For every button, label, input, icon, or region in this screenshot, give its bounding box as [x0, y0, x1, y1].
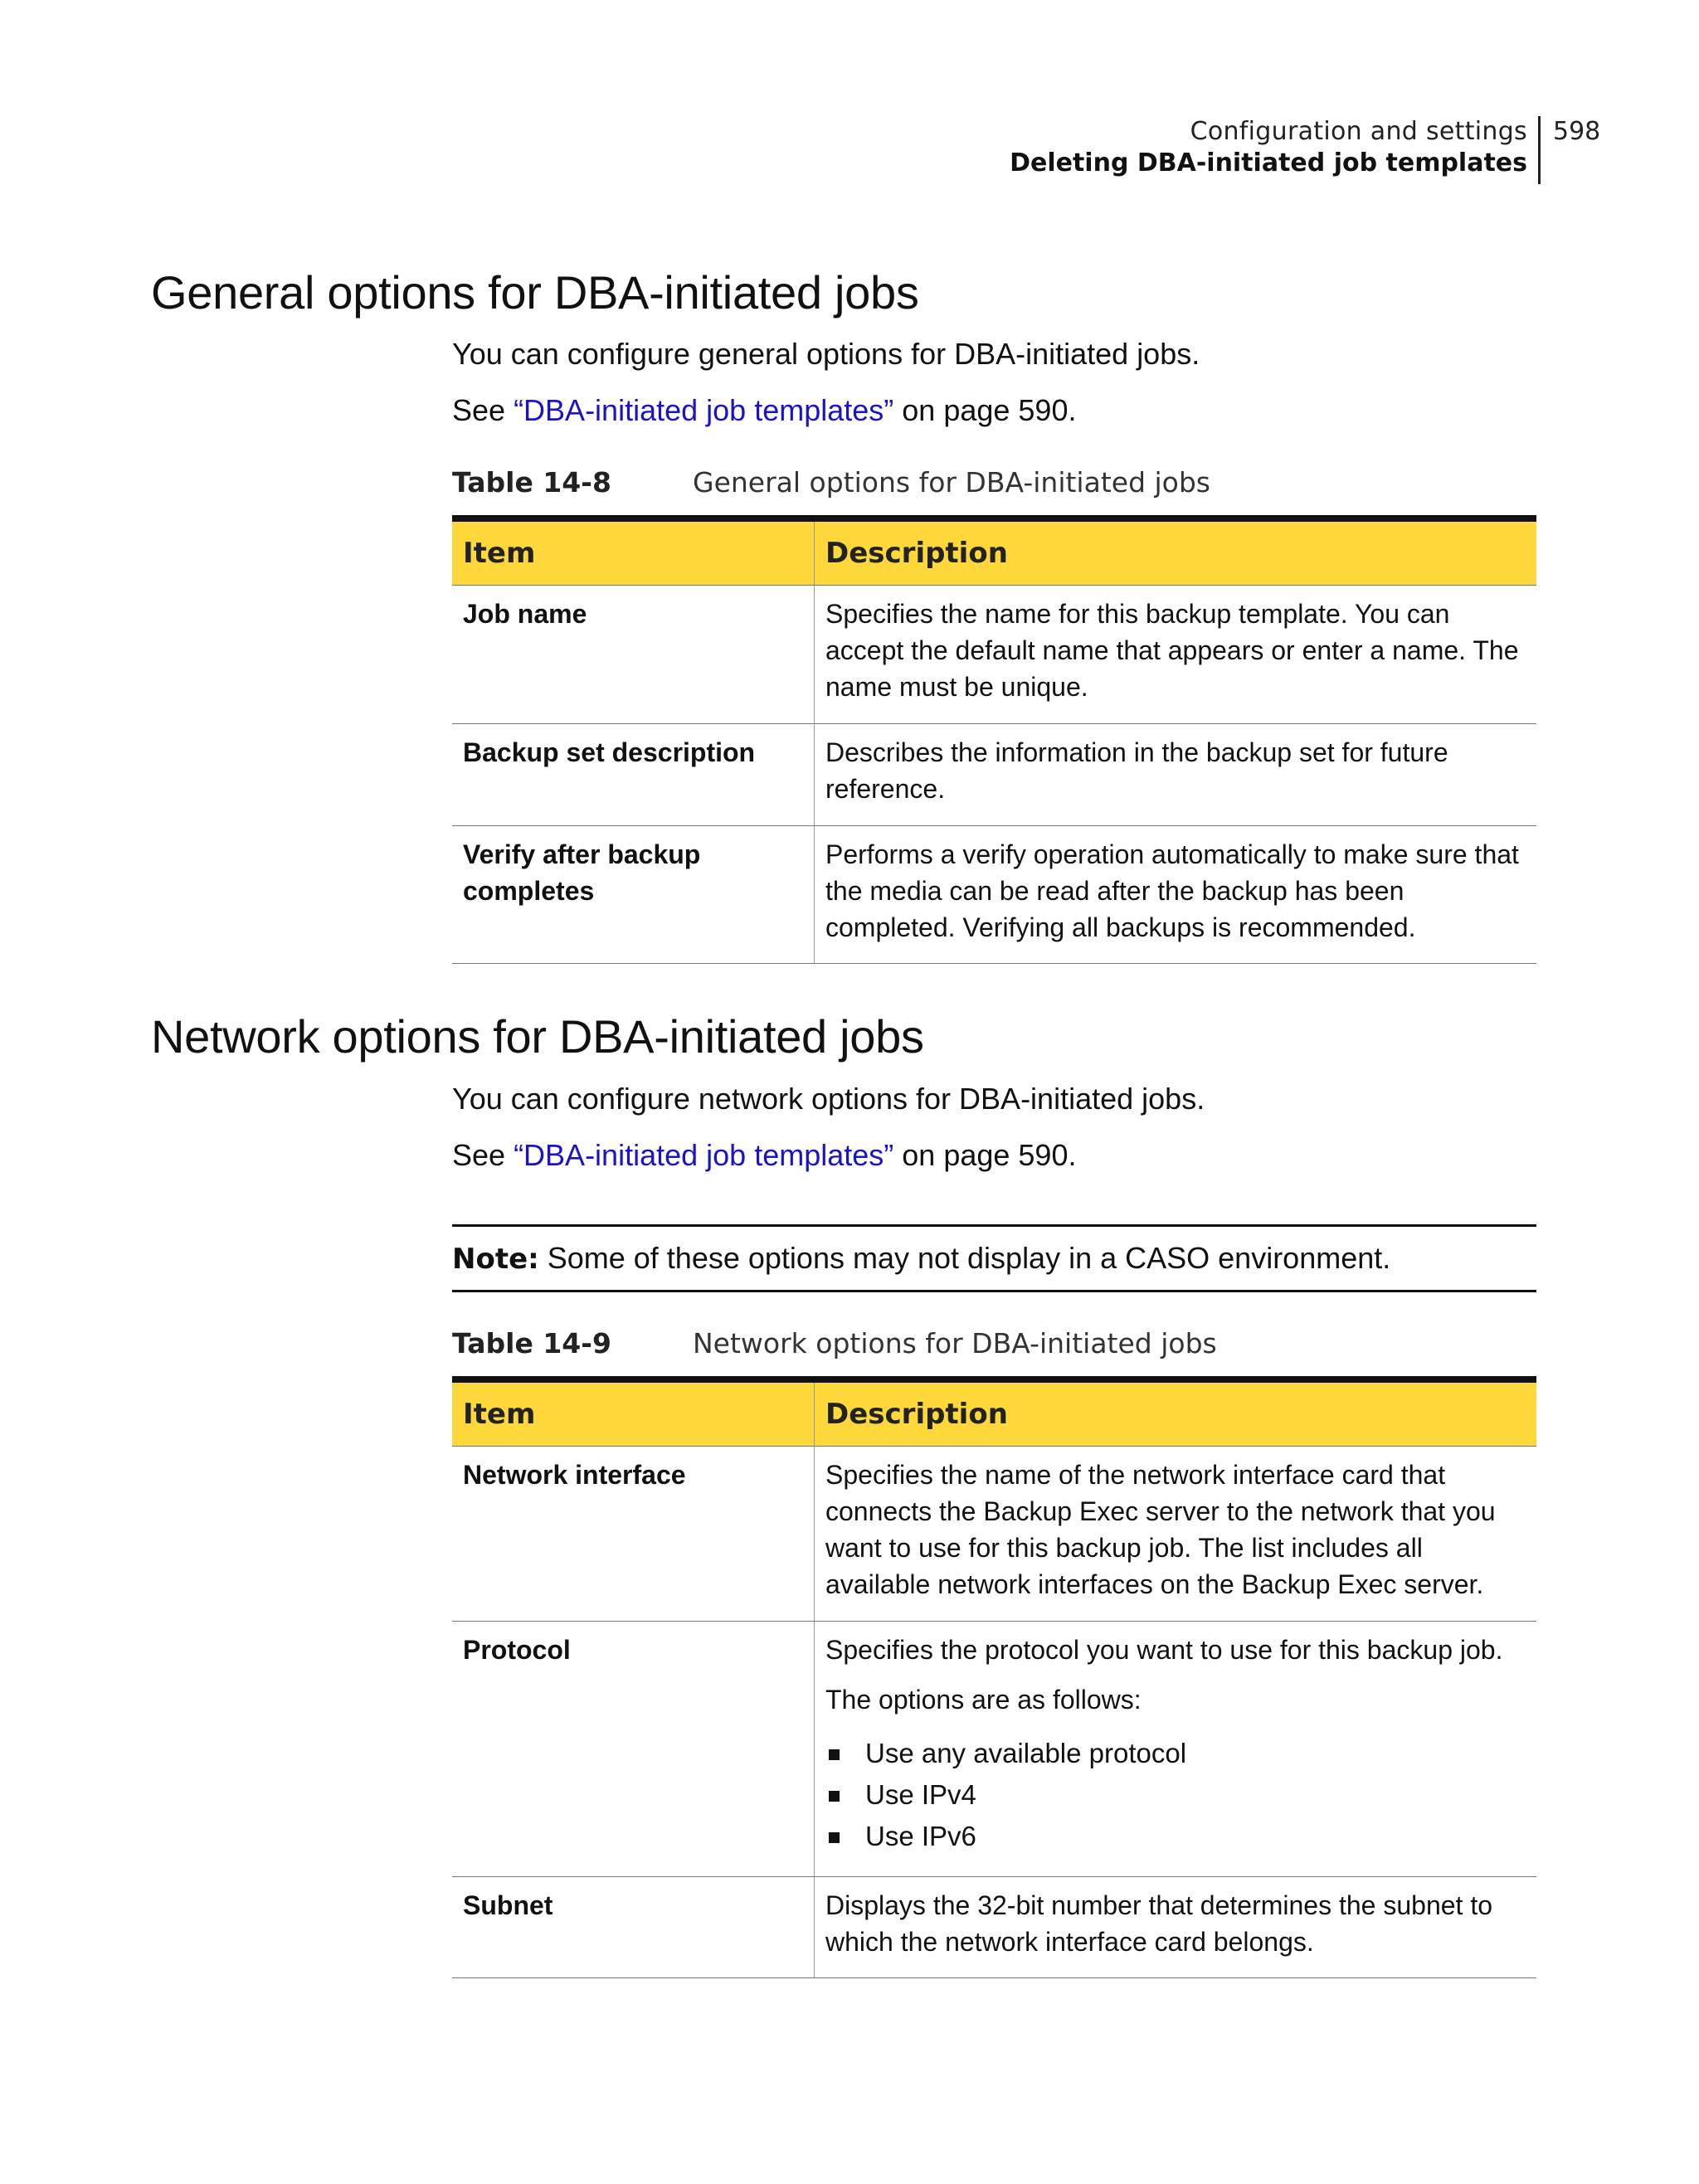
option-label: Use IPv4 [865, 1778, 976, 1810]
page-number: 598 [1553, 117, 1601, 146]
row-description-cell [815, 1621, 1537, 1876]
table-row [452, 585, 1536, 723]
list-item [825, 1733, 1526, 1774]
network-heading: Network options for DBA-initiated jobs [151, 1010, 924, 1063]
table-row [452, 723, 1536, 825]
table-title: General options for DBA-initiated jobs [693, 466, 1211, 499]
list-item [825, 1774, 1526, 1816]
general-heading: General options for DBA-initiated jobs [151, 266, 919, 319]
row-item: Job name [452, 585, 815, 723]
see-prefix: See [452, 1138, 514, 1172]
row-item: Network interface [452, 1446, 815, 1621]
table-caption-general [452, 466, 1210, 499]
option-label: Use any available protocol [865, 1737, 1187, 1768]
bullet-square-icon [829, 1791, 840, 1802]
column-header-item: Item [452, 1379, 815, 1446]
table-row [452, 1876, 1536, 1977]
table-number: Table 14-9 [452, 1327, 611, 1360]
table-header-row [452, 518, 1536, 585]
table-header-row [452, 1379, 1536, 1446]
table-row [452, 1621, 1536, 1876]
row-item: Subnet [452, 1876, 815, 1977]
column-header-description: Description [815, 518, 1537, 585]
note-text: Some of these options may not display in a CASO environment. [538, 1241, 1391, 1275]
note-box [452, 1224, 1536, 1292]
general-intro: You can configure general options for DBA-initiated jobs. [452, 337, 1200, 371]
table-row [452, 825, 1536, 963]
table-number: Table 14-8 [452, 466, 611, 499]
network-see-reference [452, 1138, 1076, 1173]
row-item: Backup set description [452, 723, 815, 825]
network-see-link[interactable]: “DBA-initiated job templates” [514, 1138, 894, 1172]
row-description: Specifies the name of the network interface card that connects the Backup Exec server to the network that you want to use for this backup job. The list includes all available network interfaces on the Backup Exec server. [815, 1446, 1537, 1621]
network-options-table [452, 1376, 1536, 1978]
header-section: Deleting DBA-initiated job templates [1010, 148, 1527, 178]
row-description: Describes the information in the backup set for future reference. [815, 723, 1537, 825]
table-row [452, 1446, 1536, 1621]
row-description: Specifies the protocol you want to use for this backup job. [825, 1634, 1503, 1665]
see-prefix: See [452, 393, 514, 427]
list-item [825, 1816, 1526, 1857]
row-item: Verify after backup completes [452, 825, 815, 963]
option-label: Use IPv6 [865, 1820, 976, 1851]
general-see-link[interactable]: “DBA-initiated job templates” [514, 393, 894, 427]
header-chapter: Configuration and settings [1190, 117, 1527, 146]
bullet-square-icon [829, 1832, 840, 1843]
row-description: Specifies the name for this backup template. You can accept the default name that appears or enter a name. The name must be unique. [815, 585, 1537, 723]
network-intro: You can configure network options for DBA-initiated jobs. [452, 1082, 1205, 1116]
row-description: Performs a verify operation automatically to make sure that the media can be read after the backup has been completed. Verifying all backups is recommended. [815, 825, 1537, 963]
column-header-description: Description [815, 1379, 1537, 1446]
table-caption-network [452, 1327, 1217, 1360]
general-see-reference [452, 393, 1076, 428]
row-description-options-intro: The options are as follows: [825, 1684, 1142, 1715]
row-item: Protocol [452, 1621, 815, 1876]
bullet-square-icon [829, 1749, 840, 1760]
general-options-table [452, 515, 1536, 964]
table-title: Network options for DBA-initiated jobs [693, 1327, 1217, 1360]
header-divider [1538, 116, 1541, 184]
see-suffix: on page 590. [893, 1138, 1077, 1172]
row-description: Displays the 32-bit number that determines the subnet to which the network interface card belongs. [815, 1876, 1537, 1977]
note-label: Note: [452, 1243, 539, 1276]
running-header [1010, 116, 1527, 179]
protocol-options-list [825, 1733, 1526, 1857]
see-suffix: on page 590. [893, 393, 1077, 427]
column-header-item: Item [452, 518, 815, 585]
